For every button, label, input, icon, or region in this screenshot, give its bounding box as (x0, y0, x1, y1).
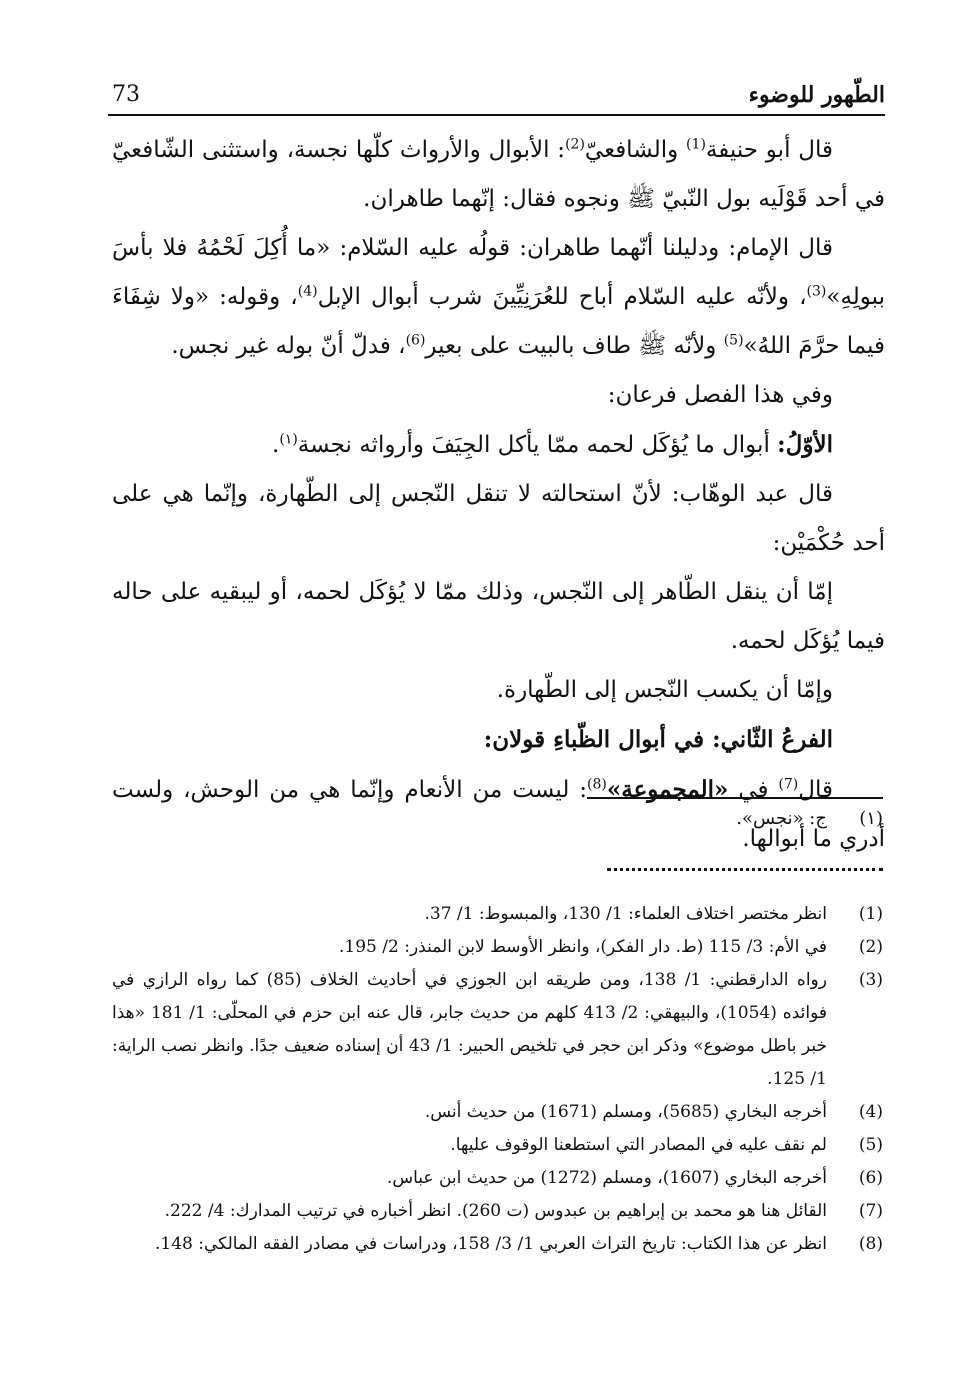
header-rule (108, 114, 885, 116)
footnote-text: لم نقف عليه في المصادر التي استطعنا الوقوف عليها. (450, 1135, 827, 1155)
paragraph-7: وإمّا أن يكسب النّجس إلى الطّهارة. (496, 677, 833, 703)
footnote-ref-5[interactable]: (5) (723, 332, 744, 349)
paragraph-1: قال أبو حنيفة$^{(1)}$ والشافعيّ$^{(2)}$: الأبوال والأرواث كلّها نجسة، واستثنى الشّافعيّ في أحد قَوْلَيه بول النّبيّ ﷺ ونجوه فقال: إنّهما طاهران. (112, 136, 885, 212)
paragraph-4: الأوّلُ: أبوال ما يُؤكَل لحمه ممّا يأكل الجِيَفَ وأرواثه نجسة$^{(١)}$. (272, 431, 833, 458)
footnote-number: (6) (858, 1168, 883, 1188)
footnote-number: (2) (858, 937, 883, 957)
section-label-first: الأوّلُ: (777, 431, 833, 458)
footnotes (112, 898, 883, 1261)
main-text (112, 126, 885, 864)
footnote-ref-7[interactable]: (7) (778, 776, 799, 793)
paragraph-8: الفرعُ الثّاني: في أبوال الظّباءِ قولان: (483, 726, 833, 753)
page-number: 73 (112, 82, 140, 107)
variant-note-number: (١) (859, 808, 883, 829)
footnote-1 (112, 898, 883, 931)
running-header-title: الطّهور للوضوء (748, 82, 885, 108)
footnote-ref-1[interactable]: (1) (686, 136, 706, 153)
footnote-ref-4[interactable]: (4) (297, 283, 318, 300)
footnote-text: رواه الدارقطني: 1/ 138، ومن طريقه ابن الجوزي في أحاديث الخلاف (85) كما رواه الرازي في فوائده (1054)، والبيهقي: 2/ 413 كلهم من حديث جابر، قال عنه ابن حزم في المحلّى: 1/ 181 «هذا خبر باطل موضوع» وذكر ابن حجر في تلخيص الحبير: 1/ 43 أن إسناده ضعيف جدًا. وانظر نصب الراية: 1/ 125. (112, 970, 828, 1089)
footnote-8 (112, 1228, 883, 1261)
variant-note (112, 808, 883, 829)
footnote-text: انظر عن هذا الكتاب: تاريخ التراث العربي 1/ 3/ 158، ودراسات في مصادر الفقه المالكي: 148. (155, 1234, 827, 1254)
footnote-3 (112, 964, 883, 1096)
section-label-second: الفرعُ الثّاني: (712, 726, 833, 753)
footnote-ref-2[interactable]: (2) (565, 136, 585, 153)
paragraph-9: قال$^{(7)}$ في «المجموعة»$^{(8)}$: ليست من الأنعام وإنّما هي من الوحش، ولست أدري ما أبوالها. (112, 776, 885, 852)
footnote-number: (4) (858, 1102, 883, 1122)
footnote-text: أخرجه البخاري (5685)، ومسلم (1671) من حديث أنس. (424, 1102, 827, 1122)
footnote-text: أخرجه البخاري (1607)، ومسلم (1272) من حديث ابن عباس. (386, 1168, 827, 1188)
variant-ref-1[interactable]: (١) (279, 431, 298, 448)
footnote-number: (7) (858, 1201, 883, 1221)
footnote-number: (3) (858, 970, 883, 990)
paragraph-5: قال عبد الوهّاب: لأنّ استحالته لا تنقل النّجس إلى الطّهارة، وإنّما هي على أحد حُكْمَيْن: (112, 481, 885, 556)
variant-note-text: ج: «نجس». (736, 808, 827, 829)
paragraph-2: قال الإمام: ودليلنا أنّهما طاهران: قولُه عليه السّلام: «ما أُكِلَ لَحْمُهُ فلا بأسَ ببولِهِ»$^{(3)}$، ولأنّه عليه السّلام أباح للعُرَنِيِّينَ شرب أبوال الإبل$^{(4)}$، وقوله: «ولا شِفَاءَ فيما حرَّمَ اللهُ»$^{(5)}$ ولأنّه ﷺ طاف بالبيت على بعير$^{(6)}$، فدلّ أنّ بوله غير نجس. (112, 235, 886, 359)
footnote-5 (112, 1129, 883, 1162)
footnote-number: (8) (858, 1234, 883, 1254)
dotted-separator (607, 868, 883, 871)
footnote-number: (5) (858, 1135, 883, 1155)
footnote-ref-8[interactable]: (8) (587, 776, 607, 793)
footnote-4 (112, 1096, 883, 1129)
footnote-7 (112, 1195, 883, 1228)
footnote-text: انظر مختصر اختلاف العلماء: 1/ 130، والمبسوط: 1/ 37. (424, 904, 827, 924)
footnote-number: (1) (858, 904, 883, 924)
footnote-text: القائل هنا هو محمد بن إبراهيم بن عبدوس (ت 260). انظر أخباره في ترتيب المدارك: 4/ 222. (164, 1201, 827, 1221)
footnote-ref-6[interactable]: (6) (405, 332, 426, 349)
book-title: «المجموعة» (606, 776, 729, 803)
paragraph-3: وفي هذا الفصل فرعان: (607, 382, 833, 408)
footnote-text: في الأم: 3/ 115 (ط. دار الفكر)، وانظر الأوسط لابن المنذر: 2/ 195. (339, 937, 827, 957)
footnote-6 (112, 1162, 883, 1195)
footnote-ref-3[interactable]: (3) (806, 283, 827, 300)
footnote-rule (587, 797, 883, 799)
footnote-2 (112, 931, 883, 964)
paragraph-6: إمّا أن ينقل الطّاهر إلى النّجس، وذلك ممّا لا يُؤكَل لحمه، أو ليبقيه على حاله فيما يُؤكَل لحمه. (112, 579, 885, 654)
